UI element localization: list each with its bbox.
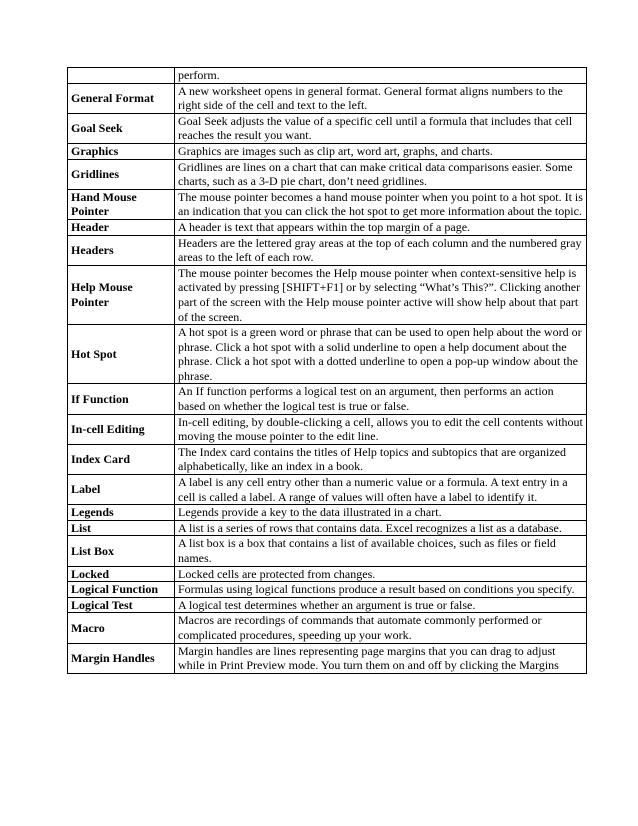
term-cell (68, 68, 175, 84)
definition-cell: Graphics are images such as clip art, word art, graphs, and charts. (175, 143, 587, 159)
definition-cell: The mouse pointer becomes the Help mouse pointer when context-sensitive help is activated by pressing [SHIFT+F1] or by selecting “What’s This?”. Clicking another part of the screen with the Help mouse pointer active will show help about that part of the screen. (175, 265, 587, 324)
term-cell: If Function (68, 384, 175, 414)
term-cell: Legends (68, 505, 175, 521)
definition-cell: The Index card contains the titles of Help topics and subtopics that are organized alphabetically, like an index in a book. (175, 444, 587, 474)
term-cell: List Box (68, 536, 175, 566)
definition-cell: Legends provide a key to the data illustrated in a chart. (175, 505, 587, 521)
table-row (68, 325, 587, 384)
term-cell: Label (68, 475, 175, 505)
table-row (68, 68, 587, 84)
term-cell: Headers (68, 235, 175, 265)
term-cell: Logical Function (68, 582, 175, 598)
table-row (68, 265, 587, 324)
term-cell: Help Mouse Pointer (68, 265, 175, 324)
term-cell: Graphics (68, 143, 175, 159)
table-row (68, 235, 587, 265)
table-row (68, 475, 587, 505)
table-row (68, 566, 587, 582)
table-row (68, 613, 587, 643)
term-cell: Logical Test (68, 597, 175, 613)
term-cell: Hot Spot (68, 325, 175, 384)
table-row (68, 113, 587, 143)
term-cell: List (68, 520, 175, 536)
table-row (68, 643, 587, 673)
definition-cell: In-cell editing, by double-clicking a cell, allows you to edit the cell contents without moving the mouse pointer to the edit line. (175, 414, 587, 444)
definition-cell: Macros are recordings of commands that automate commonly performed or complicated procedures, speeding up your work. (175, 613, 587, 643)
definition-cell: Formulas using logical functions produce a result based on conditions you specify. (175, 582, 587, 598)
table-row (68, 536, 587, 566)
term-cell: Gridlines (68, 159, 175, 189)
table-row (68, 219, 587, 235)
table-row (68, 384, 587, 414)
definition-cell: A label is any cell entry other than a numeric value or a formula. A text entry in a cell is called a label. A range of values will often have a label to identify it. (175, 475, 587, 505)
table-row (68, 414, 587, 444)
definition-cell: An If function performs a logical test on an argument, then performs an action based on whether the logical test is true or false. (175, 384, 587, 414)
definition-cell: A hot spot is a green word or phrase that can be used to open help about the word or phrase. Click a hot spot with a solid underline to open a help document about the phrase. Click a hot spot with a dotted underline to open a pop-up window about the phrase. (175, 325, 587, 384)
definition-cell: A header is text that appears within the top margin of a page. (175, 219, 587, 235)
definition-cell: A new worksheet opens in general format. General format aligns numbers to the right side of the cell and text to the left. (175, 83, 587, 113)
table-row (68, 597, 587, 613)
table-row (68, 505, 587, 521)
term-cell: Margin Handles (68, 643, 175, 673)
term-cell: Header (68, 219, 175, 235)
definition-cell: Goal Seek adjusts the value of a specific cell until a formula that includes that cell reaches the result you want. (175, 113, 587, 143)
definition-cell: Gridlines are lines on a chart that can make critical data comparisons easier. Some charts, such as a 3-D pie chart, don’t need gridlines. (175, 159, 587, 189)
term-cell: Locked (68, 566, 175, 582)
table-row (68, 83, 587, 113)
table-row (68, 143, 587, 159)
table-row (68, 444, 587, 474)
table-row (68, 189, 587, 219)
term-cell: Index Card (68, 444, 175, 474)
definition-cell: perform. (175, 68, 587, 84)
definition-cell: A logical test determines whether an argument is true or false. (175, 597, 587, 613)
glossary-table (67, 67, 587, 674)
definition-cell: A list is a series of rows that contains data. Excel recognizes a list as a database. (175, 520, 587, 536)
definition-cell: The mouse pointer becomes a hand mouse pointer when you point to a hot spot. It is an indication that you can click the hot spot to get more information about the topic. (175, 189, 587, 219)
term-cell: Hand Mouse Pointer (68, 189, 175, 219)
table-row (68, 582, 587, 598)
definition-cell: Headers are the lettered gray areas at the top of each column and the numbered gray areas to the left of each row. (175, 235, 587, 265)
table-row (68, 520, 587, 536)
definition-cell: A list box is a box that contains a list of available choices, such as files or field names. (175, 536, 587, 566)
term-cell: Goal Seek (68, 113, 175, 143)
definition-cell: Locked cells are protected from changes. (175, 566, 587, 582)
term-cell: General Format (68, 83, 175, 113)
term-cell: In-cell Editing (68, 414, 175, 444)
table-row (68, 159, 587, 189)
definition-cell: Margin handles are lines representing page margins that you can drag to adjust while in Print Preview mode. You turn them on and off by clicking the Margins (175, 643, 587, 673)
term-cell: Macro (68, 613, 175, 643)
glossary-body (68, 68, 587, 674)
